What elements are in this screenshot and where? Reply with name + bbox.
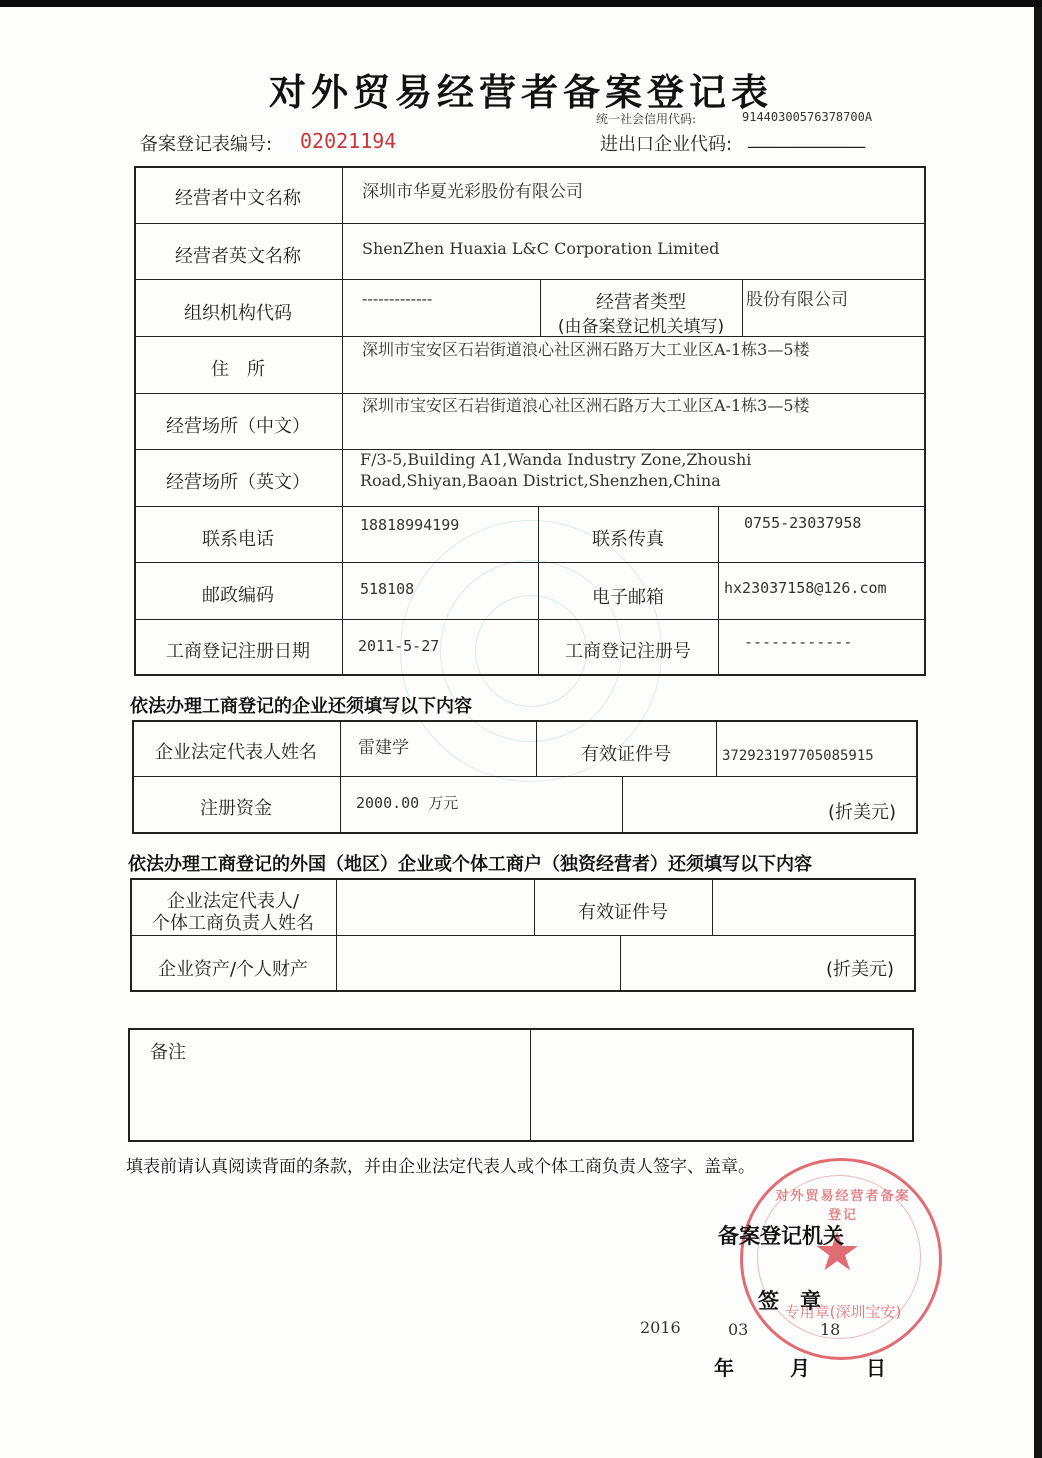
- remarks-box: [128, 1028, 914, 1142]
- reg-no-value: ------------: [744, 633, 853, 651]
- reg-no-label: 工商登记注册号: [565, 641, 691, 662]
- place-cn-value: 深圳市宝安区石岩街道浪心社区洲石路万大工业区A-1栋3—5楼: [362, 396, 810, 415]
- address-value: 深圳市宝安区石岩街道浪心社区洲石路万大工业区A-1栋3—5楼: [362, 340, 810, 359]
- org-code-label: 组织机构代码: [184, 303, 292, 324]
- capital-label: 注册资金: [200, 798, 272, 819]
- credit-code-label: 统一社会信用代码:: [596, 112, 697, 126]
- star-icon: ★: [813, 1220, 862, 1283]
- day-label: 日: [866, 1356, 886, 1380]
- place-en-label: 经营场所（英文）: [166, 472, 310, 493]
- seal-label: 签 章: [758, 1289, 821, 1313]
- year-label: 年: [714, 1356, 734, 1380]
- en-name-label: 经营者英文名称: [175, 246, 301, 267]
- seal-bottom-text: 专用章(深圳宝安): [784, 1303, 902, 1321]
- assets-label: 企业资产/个人财产: [157, 959, 309, 980]
- type-value: 股份有限公司: [746, 290, 848, 310]
- legal-rep-label: 企业法定代表人姓名: [155, 742, 317, 763]
- seal-top-text: 对外贸易经营者备案登记: [775, 1189, 911, 1223]
- authority-label: 备案登记机关: [718, 1224, 844, 1248]
- capital-usd-label: (折美元): [828, 802, 897, 823]
- foreign-rep-label-line2: 个体工商负责人姓名: [152, 913, 314, 934]
- date-year: 2016: [640, 1318, 681, 1337]
- cn-name-label: 经营者中文名称: [175, 188, 301, 209]
- place-en-value: F/3-5,Building A1,Wanda Industry Zone,Zhoushi Road,Shiyan,Baoan District,Shenzhen,China: [360, 450, 752, 490]
- section2-heading: 依法办理工商登记的外国（地区）企业或个体工商户（独资经营者）还须填写以下内容: [128, 854, 812, 875]
- credit-code: 914403005763787​00A: [742, 110, 873, 124]
- reg-date-value: 2011-5-27: [358, 637, 440, 655]
- type-label: 经营者类型: [596, 292, 686, 313]
- phone-label: 联系电话: [202, 529, 274, 550]
- section2-table: [130, 878, 916, 992]
- right-border: [1034, 7, 1042, 1458]
- remarks-label: 备注: [150, 1042, 186, 1063]
- section1-heading: 依法办理工商登记的企业还须填写以下内容: [130, 696, 472, 717]
- enterprise-code: _____________: [748, 128, 865, 149]
- fax-label: 联系传真: [592, 529, 664, 550]
- en-name-value: ShenZhen Huaxia L&C Corporation Limited: [362, 239, 720, 258]
- id-value: 372923197705085915: [722, 748, 874, 764]
- page-title: 对外贸易经营者备案登记表: [269, 71, 773, 114]
- capital-value: 2000.00 万元: [356, 794, 459, 812]
- cn-name-value: 深圳市华夏光彩股份有限公司: [362, 182, 583, 202]
- main-table: [134, 166, 926, 676]
- section1-table: [132, 720, 918, 834]
- assets-usd-label: (折美元): [826, 959, 895, 980]
- postal-value: 518108: [360, 580, 415, 598]
- address-label: 住 所: [211, 359, 265, 380]
- legal-rep-value: 雷建学: [358, 738, 409, 758]
- id-label: 有效证件号: [581, 744, 671, 765]
- enterprise-code-label: 进出口企业代码:: [600, 134, 733, 155]
- type-sublabel: (由备案登记机关填写): [557, 317, 725, 337]
- email-value: hx23037158@126.com: [724, 579, 887, 597]
- reg-date-label: 工商登记注册日期: [166, 641, 310, 662]
- footer-note: 填表前请认真阅读背面的条款，并由企业法定代表人或个体工商负责人签字、盖章。: [126, 1157, 755, 1177]
- foreign-id-label: 有效证件号: [578, 902, 668, 923]
- phone-value: 18818994199: [360, 516, 460, 534]
- official-seal: [740, 1158, 942, 1360]
- fax-value: 0755-23037958: [744, 514, 862, 532]
- form-no-label: 备案登记表编号:: [140, 134, 273, 155]
- top-border: [0, 0, 1042, 7]
- foreign-rep-label-line1: 企业法定代表人/: [166, 891, 300, 912]
- month-label: 月: [790, 1356, 810, 1380]
- place-cn-label: 经营场所（中文）: [166, 416, 310, 437]
- email-label: 电子邮箱: [592, 587, 664, 608]
- date-month: 03: [728, 1320, 749, 1339]
- org-code-value: -------------: [362, 289, 433, 308]
- date-day: 18: [820, 1320, 841, 1339]
- postal-label: 邮政编码: [202, 585, 274, 606]
- form-no: 02021194: [300, 129, 397, 153]
